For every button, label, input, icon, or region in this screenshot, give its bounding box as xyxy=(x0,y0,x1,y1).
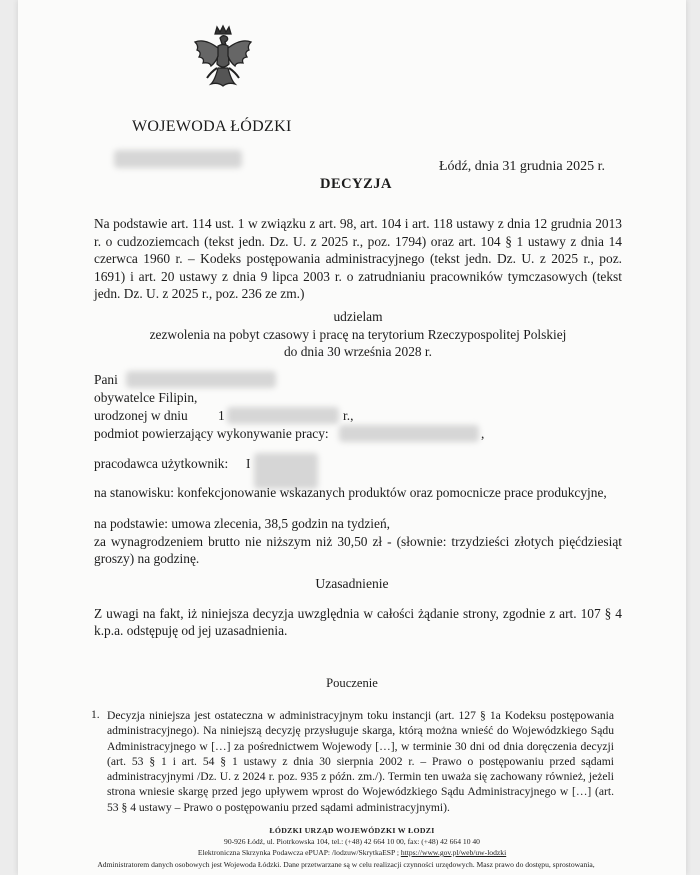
justification-title: Uzasadnienie xyxy=(315,576,389,591)
salutation: Pani xyxy=(94,372,118,387)
birth-date-prefix: urodzonej w dniu xyxy=(94,408,188,423)
footer-website-link[interactable]: https://www.gov.pl/web/uw-lodzki xyxy=(400,848,507,857)
entrusting-entity-suffix: , xyxy=(481,426,485,441)
user-employer-initial: I xyxy=(246,456,251,471)
footer-office-name: ŁÓDZKI URZĄD WOJEWÓDZKI W ŁODZI xyxy=(269,826,435,835)
citizenship: obywatelce Filipin, xyxy=(94,390,198,405)
instruction-text: Decyzja niniejsza jest ostateczna w administracyjnym toku instancji (art. 127 § 1a Kodeksu postępowania administracyjnego). Na niniejszą decyzję przysługuje skarga, którą można wnieść do Wojewódzkiego Sądu Administracyjnego w […] za pośrednictwem Wojewody […], w terminie 30 dni od dnia doręczenia decyzji (art. 53 § 1 i art. 54 § 1 ustawy z dnia 30 sierpnia 2002 r. – Prawo o postępowaniu przed sądami administracyjnymi /Dz. U. z 2024 r. poz. 935 z późn. zm./). Termin ten uważa się zachowany również, jeżeli strona wniesie skargę przed jego upływem wprost do Wojewódzkiego Sądu Administracyjnego w […] (art. 53 § 4 ustawy – Prawo o postępowaniu przed sądami administracyjnymi). xyxy=(107,709,614,814)
instruction-number: 1. xyxy=(91,708,100,721)
footer-epuap xyxy=(18,848,686,857)
decision-title: DECYZJA xyxy=(320,176,392,192)
redacted-case-number xyxy=(114,150,242,168)
polish-eagle-emblem-icon xyxy=(191,24,255,96)
permit-type: zezwolenia na pobyt czasowy i pracę na terytorium Rzeczypospolitej Polskiej xyxy=(149,327,567,342)
birth-date-suffix: r., xyxy=(343,408,354,423)
salary: za wynagrodzeniem brutto nie niższym niż 30,50 zł - (słownie: trzydzieści złotych pięćdziesiąt groszy) na godzinę. xyxy=(94,534,622,566)
redacted-birth-date xyxy=(227,407,339,424)
footer-epuap-label: Elektroniczna Skrzynka Podawcza ePUAP: /lodzuw/SkrytkaESP ; xyxy=(197,848,399,857)
footer-privacy-note: Administratorem danych osobowych jest Wojewoda Łódzki. Dane przetwarzane są w celu realizacji czynności urzędowych. Masz prawo do dostępu, sprostowania, xyxy=(97,860,595,869)
place-and-date: Łódź, dnia 31 grudnia 2025 r. xyxy=(439,159,606,174)
employment-basis: na podstawie: umowa zlecenia, 38,5 godzin na tydzień, xyxy=(94,516,390,531)
issuing-authority: WOJEWODA ŁÓDZKI xyxy=(132,118,292,135)
permit-validity: do dnia 30 września 2028 r. xyxy=(283,344,432,359)
grant-verb: udzielam xyxy=(333,309,383,324)
footer-address: 90-926 Łódź, ul. Piotrkowska 104, tel.: (+48) 42 664 10 00, fax: (+48) 42 664 10 40 xyxy=(224,837,480,846)
redacted-entrusting-entity xyxy=(339,425,479,442)
redacted-name xyxy=(126,371,276,388)
user-employer-label: pracodawca użytkownik: xyxy=(94,456,229,471)
decision-page xyxy=(18,0,686,875)
job-position: na stanowisku: konfekcjonowanie wskazanych produktów oraz pomocnicze prace produkcyjne, xyxy=(94,485,607,500)
birth-date-digit: 1 xyxy=(218,408,225,423)
legal-basis-paragraph: Na podstawie art. 114 ust. 1 w związku z art. 98, art. 104 i art. 118 ustawy z dnia 12 grudnia 2013 r. o cudzoziemcach (tekst jedn. Dz. U. z 2025 r., poz. 1794) oraz art. 104 § 1 ustawy z dnia 14 czerwca 1960 r. – Kodeks postępowania administracyjnego (tekst jedn. Dz. U. z 2025 r., poz. 1691) i art. 20 ustawy z dnia 9 lipca 2003 r. o zatrudnianiu pracowników tymczasowych (tekst jedn. Dz. U. z 2025 r., poz. 236 ze zm.) xyxy=(94,216,622,302)
instruction-title: Pouczenie xyxy=(326,676,378,690)
entrusting-entity-label: podmiot powierzający wykonywanie pracy: xyxy=(94,426,329,441)
justification-text: Z uwagi na fakt, iż niniejsza decyzja uwzględnia w całości żądanie strony, zgodnie z art. 107 § 4 k.p.a. odstępuję od jej uzasadnienia. xyxy=(94,606,622,638)
